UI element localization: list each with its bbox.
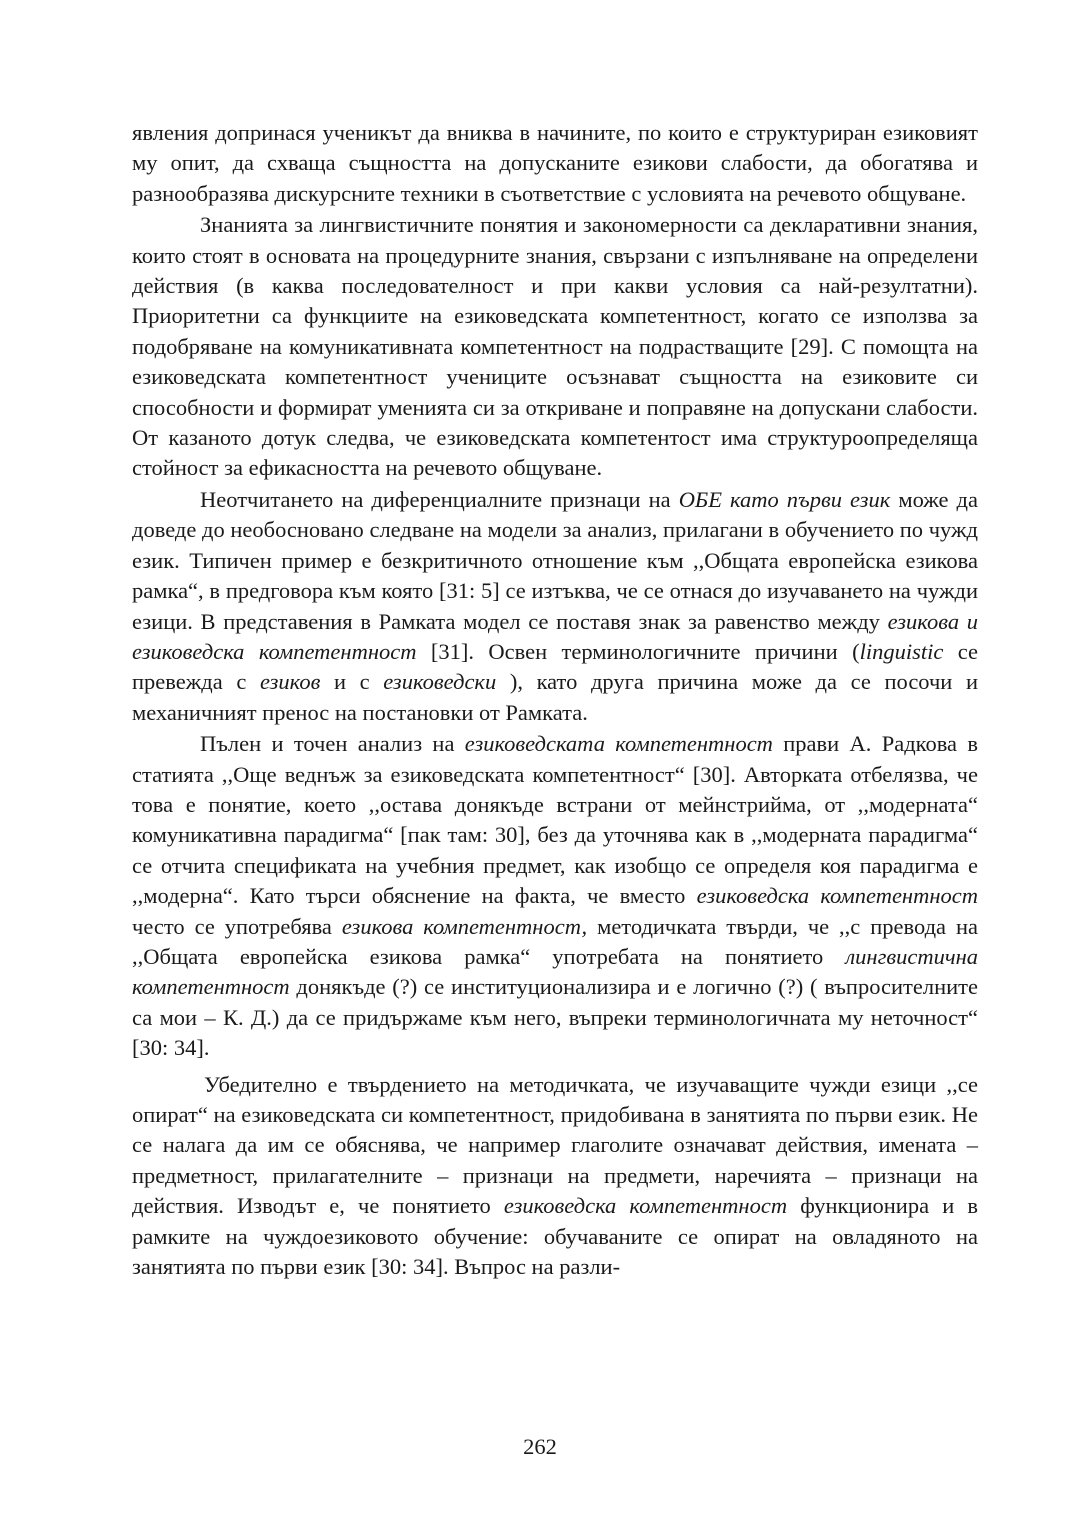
text-run: Пълен и точен анализ на [200,731,465,757]
paragraph-5 [132,1070,978,1283]
italic-term: езикова компетентност, [341,913,588,939]
italic-term: лингвистична компетентност [132,943,978,1000]
text-run: [31]. Освен терминологичните причини ( [416,638,860,664]
paragraph-4 [132,729,978,1063]
italic-term: linguistic [859,638,944,664]
text-run: и с [320,669,384,695]
paragraph-1 [132,118,978,209]
text-run: ), като друга причина може да се посочи и механичният пренос на постановки от Рамката. [132,669,978,725]
italic-term: езикова и езиковедска компетентност [132,608,979,664]
text-run: функционира и в рамките на чуждоезиковото обучение: обучаваните се опират на овладяното на занятията по първи език [30: 34]. Въпрос на разли- [132,1193,978,1280]
page-number: 262 [523,1434,557,1459]
text-run: често се употребява [132,913,342,939]
paragraph-2 [132,210,978,484]
text-run: се превежда с [132,638,978,695]
italic-term: езиковедска компетентност [503,1193,788,1219]
text-run: явления допринася ученикът да вниква в начините, по които е структуриран езиковият му опит, да схваща същността на допусканите езикови слабости, да обогатява и разнообразява дискурсните техники в съответствие с условията на речевото общуване. [132,120,978,206]
text-run: Неотчитането на диференциалните признаци на [200,486,679,512]
italic-term: езиковедската компетентност [464,731,773,757]
text-run: донякъде (?) се институционализира и е логично (?) ( въпросителните са мои – К. Д.) да се придържаме към него, въпреки терминологичната му неточност“ [30: 34]. [132,974,978,1061]
italic-term: ОБЕ като първи език [678,486,891,512]
text-run: Убедително е твърдението на методичката, че изучаващите чужди езици ,,се опират“ на езиковедската си компетентност, придобивана в занятията по първи език. Не се налага да им се обяснява, че например глаголите означават действия, имената – предметност, прилагателните – признаци на предмети, наречията – признаци на действия. Изводът е, че понятието [132,1071,978,1219]
italic-term: езиковедски [383,669,497,695]
text-run: прави А. Радкова в статията ,,Още веднъж за езиковедската компетентност“ [30]. Авторката отбелязва, че това е понятие, което ,,остава донякъде встрани от мейнстрийма, от ,,модерната“ комуникативна парадигма“ [пак там: 30], без да уточнява как в ,,модерната парадигма“ се отчита спецификата на учебния предмет, как изобщо се определя коя парадигма е ,,модерна“. Като търси обяснение на факта, че вместо [132,731,978,909]
text-run: методичката твърди, че ,,с превода на ,,Общата европейска езикова рамка“ употребата на понятието [132,913,978,969]
page-body [132,118,978,1282]
paragraph-3 [132,485,978,728]
text-run: Знанията за лингвистичните понятия и закономерности са декларативни знания, които стоят в основата на процедурните знания, свързани с изпълняване на определени действия (в каква последователност и при какви условия са най-резултатни). Приоритетни са функциите на езиковедската компетентност, когато се използва за подобряване на комуникативната компетентност на подрастващите [29]. С помощта на езиковедската компетентност учениците осъзнават същността на езиковите си способности и формират уменията си за откриване и поправяне на допускани слабости. От казаното дотук следва, че езиковедската компетентост има структуроопределяща стойност за ефикасността на речевото общуване. [132,212,978,481]
italic-term: езиковедска компетентност [696,883,978,909]
text-run: може да доведе до необосновано следване на модели за анализ, прилагани в обучението по чужд език. Типичен пример е безкритичното отношение към ,,Общата европейска езикова рамка“, в предговора към която [31: 5] се изтъква, че се отнася до изучаването на чужди езици. В представения в Рамката модел се поставя знак за равенство между [132,486,978,634]
italic-term: езиков [259,669,321,695]
